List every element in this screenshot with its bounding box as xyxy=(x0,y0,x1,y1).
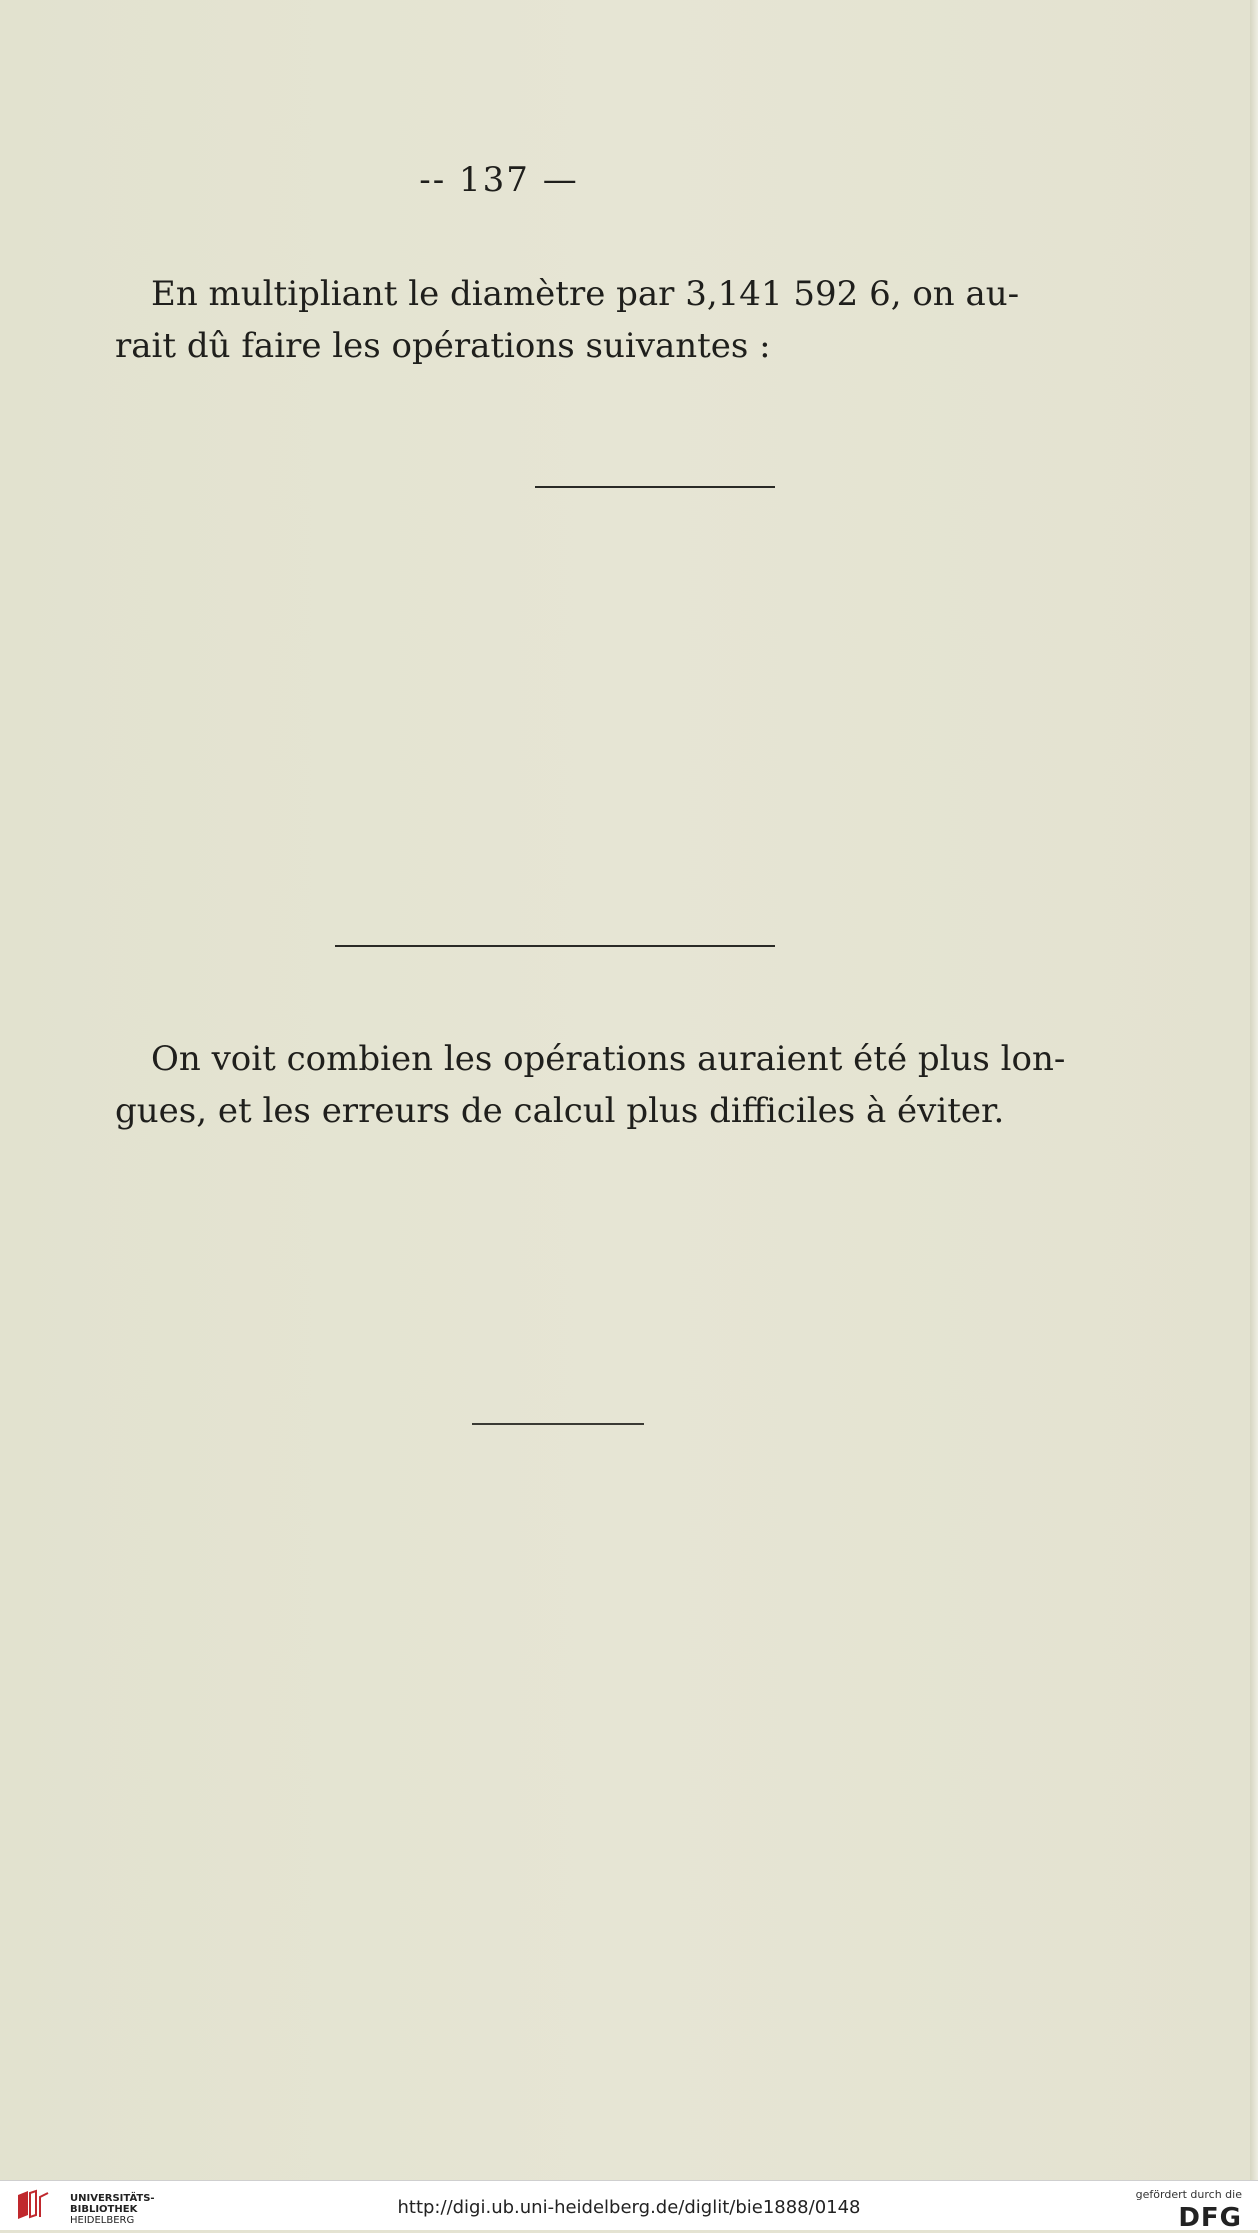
intro-line-1: En multipliant le diamètre par 3,141 592 6, on au- xyxy=(151,274,1020,314)
page-number: -- 137 — xyxy=(419,160,579,200)
library-name-line-2: BIBLIOTHEK xyxy=(70,2204,138,2215)
product-rule xyxy=(535,486,775,488)
sum-rule xyxy=(335,945,775,947)
permalink-url[interactable]: http://digi.ub.uni-heidelberg.de/diglit/bie1888/0148 xyxy=(397,2197,861,2218)
dfg-logo: DFG xyxy=(1178,2203,1242,2233)
conclusion-paragraph xyxy=(115,1033,1066,1137)
library-name-line-3: HEIDELBERG xyxy=(70,2215,135,2226)
intro-paragraph xyxy=(115,268,1020,372)
conclusion-line-2: gues, et les erreurs de calcul plus difficiles à éviter. xyxy=(115,1091,1005,1131)
end-of-section-rule xyxy=(472,1423,644,1425)
intro-line-2: rait dû faire les opérations suivantes : xyxy=(115,326,771,366)
library-name-line-1: UNIVERSITÄTS- xyxy=(70,2193,155,2204)
funding-note: gefördert durch die xyxy=(1135,2188,1242,2201)
conclusion-line-1: On voit combien les opérations auraient été plus lon- xyxy=(151,1039,1066,1079)
page-edge xyxy=(1250,0,1258,2180)
